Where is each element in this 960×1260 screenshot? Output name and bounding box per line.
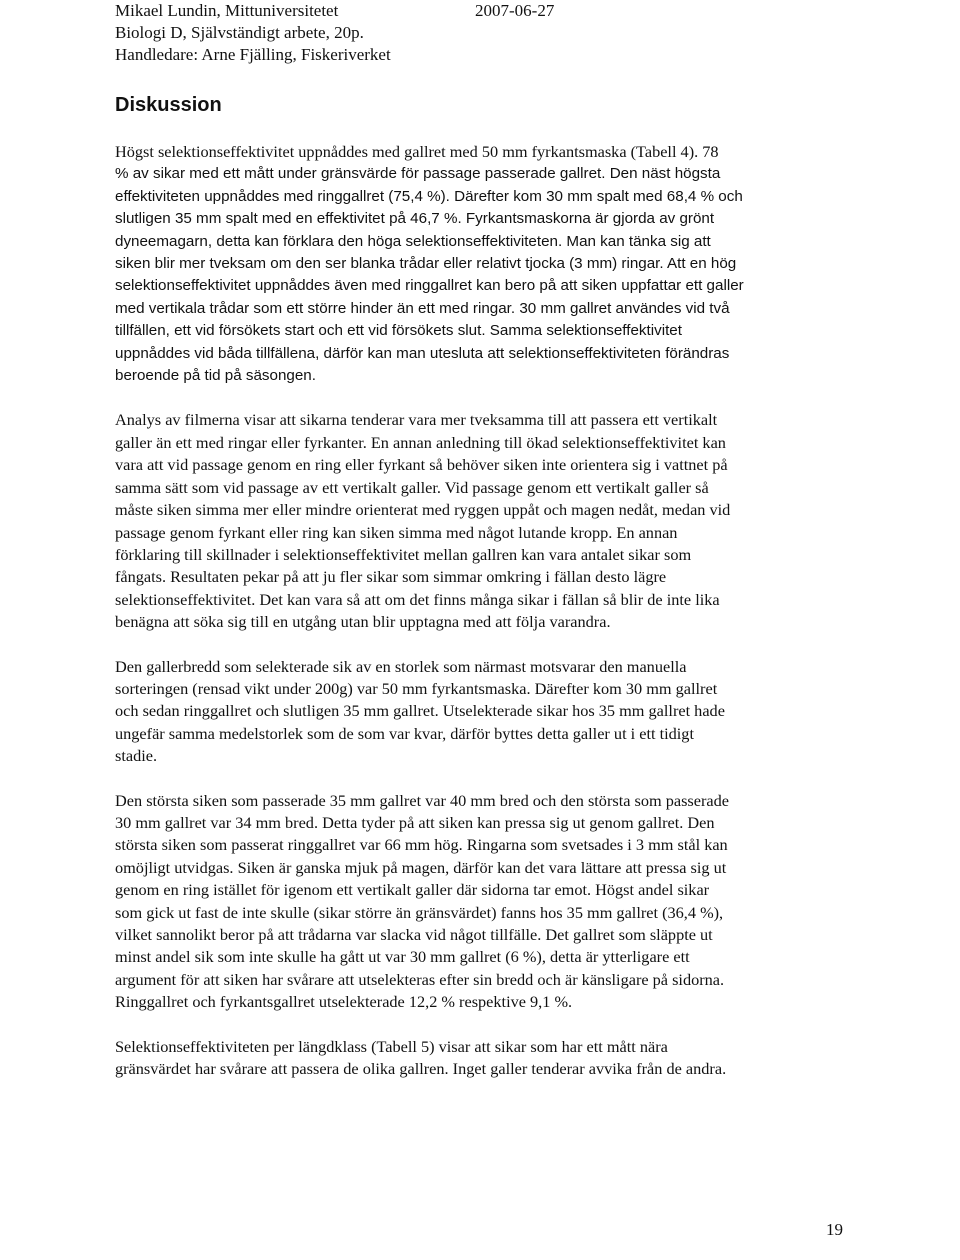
text-line: galler än ett med ringar eller fyrkanter. En annan anledning till ökad selektionseffektivitet kan [115,432,726,452]
header-author: Mikael Lundin, Mittuniversitetet [115,1,339,20]
page-header [115,0,875,66]
body-paragraph [115,1036,855,1081]
text-line: sorteringen (rensad vikt under 200g) var 50 mm fyrkantsmaska. Därefter kom 30 mm gallret [115,678,718,698]
text-line: slutligen 35 mm spalt med en effektivitet på 46,7 %. Fyrkantsmaskorna är gjorda av grönt [115,210,715,228]
text-line: förklaring till skillnader i selektionseffektivitet mellan gallren kan vara antalet sikar som [115,544,692,564]
text-line: ungefär samma medelstorlek som de som var kvar, därför byttes detta galler ut i ett tidigt [115,723,694,743]
text-line: minst andel sik som inte skulle ha gått ut var 30 mm gallret (6 %), detta är ytterligare ett [115,947,690,967]
discussion-body [115,141,855,1102]
text-line: % av sikar med ett mått under gränsvärde för passage passerade gallret. Den näst högsta [115,165,721,183]
text-line: beroende på tid på säsongen. [115,367,316,385]
text-line: och sedan ringgallret och slutligen 35 mm gallret. Utselekterade sikar hos 35 mm gallret hade [115,701,725,721]
text-line: fångats. Resultaten pekar på att ju fler sikar som simmar omkring i fällan desto lägre [115,567,667,587]
text-line: 30 mm gallret var 34 mm bred. Detta tyder på att siken kan pressa sig ut genom gallret. Den [115,812,715,832]
text-line: selektionseffektivitet uppnåddes även med ringgallret kan bero på att siken uppfattar ett galler [115,277,744,295]
text-line: argument för att siken har svårare att utselekteras efter sin bredd och är känsligare på sidorna. [115,969,725,989]
text-line: Den gallerbredd som selekterade sik av en storlek som närmast motsvarar den manuella [115,656,687,676]
text-line: siken blir mer tveksam om den ser blanka trådar eller relativt tjocka (3 mm) ringar. Att en hög [115,255,737,273]
text-line: Högst selektionseffektivitet uppnåddes med gallret med 50 mm fyrkantsmaska (Tabell 4). 78 [115,142,719,161]
text-line: genom en ring istället för igenom ett vertikalt galler där sidorna tar emot. Högst andel sikar [115,880,710,900]
text-line: dyneemagarn, detta kan förklara den höga selektionseffektiviteten. Man kan tänka sig att [115,232,711,250]
text-line: största siken som passerat ringgallret var 66 mm hög. Ringarna som svetsades i 3 mm stål kan [115,835,728,855]
text-line: omöjligt utvidgas. Siken är ganska mjuk på magen, därför kan det vara lättare att pressa sig ut [115,857,727,877]
text-line: stadie. [115,746,158,766]
text-line: benägna att söka sig till en utgång utan blir upptagna med att följa varandra. [115,612,611,632]
text-line: Selektionseffektiviteten per längdklass (Tabell 5) visar att sikar som har ett mått nära [115,1036,668,1056]
text-line: passage genom fyrkant eller ring kan siken simma med något lutande kropp. En annan [115,522,678,542]
text-line: Den största siken som passerade 35 mm gallret var 40 mm bred och den största som passerade [115,790,730,810]
text-line: uppnåddes vid båda tillfällena, därför kan man utesluta att selektionseffektiviteten förändras [115,344,730,362]
text-line: effektiviteten uppnåddes med ringgallret (75,4 %). Därefter kom 30 mm spalt med 68,4 % och [115,187,743,205]
text-line: med vertikala trådar som ett större hinder än ett med ringar. 30 mm gallret användes vid två [115,299,730,317]
header-supervisor: Handledare: Arne Fjälling, Fiskeriverket [115,45,391,64]
body-paragraph [115,141,855,387]
text-line: tillfällen, ett vid försökets start och ett vid försökets slut. Samma selektionseffektivitet [115,322,682,340]
body-paragraph [115,790,855,1014]
text-line: selektionseffektivitet. Det kan vara så att om det finns många sikar i fällan så blir de inte lika [115,589,720,609]
text-line: som gick ut fast de inte skulle (sikar större än gränsvärdet) fanns hos 35 mm gallret (36,4 %), [115,902,724,922]
text-line: Ringgallret och fyrkantsgallret utselekterade 12,2 % respektive 9,1 %. [115,992,573,1012]
header-course: Biologi D, Självständigt arbete, 20p. [115,23,364,42]
body-paragraph [115,409,855,633]
text-line: vara att vid passage genom en ring eller fyrkant så behöver siken inte orientera sig i vattnet på [115,455,728,475]
body-paragraph [115,656,855,768]
text-line: gränsvärdet har svårare att passera de olika gallren. Inget galler tenderar avvika från de andra. [115,1059,727,1079]
section-title: Diskussion [115,94,222,116]
text-line: samma sätt som vid passage av ett vertikalt galler. Vid passage genom ett vertikalt galler så [115,477,709,497]
page-number: 19 [826,1220,843,1239]
text-line: måste siken simma mer eller mindre orienterat med ryggen uppåt och magen nedåt, medan vid [115,500,731,520]
text-line: vilket sannolikt beror på att trådarna var slacka vid något tillfälle. Det gallret som släppte ut [115,925,713,944]
text-line: Analys av filmerna visar att sikarna tenderar vara mer tveksamma till att passera ett vertikalt [115,410,718,430]
header-date: 2007-06-27 [475,1,555,20]
